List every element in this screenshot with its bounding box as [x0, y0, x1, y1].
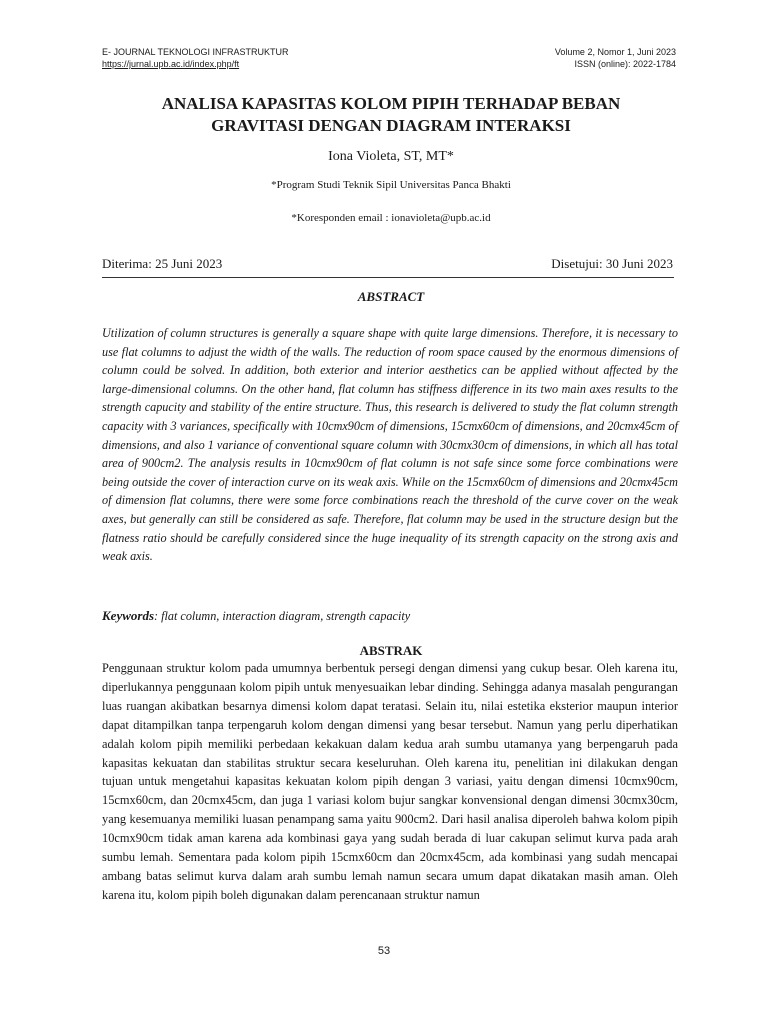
journal-issn: ISSN (online): 2022-1784	[574, 59, 676, 69]
abstract-text: Utilization of column structures is generally a square shape with quite large dimensions. Therefore, it is necessary to use flat columns to adjust the width of the walls. The reduction of room space caused by the enormous dimensions of column could be solved. In addition, both exterior and interior aesthetics can be applied without affected by the large-dimensional columns. On the other hand, flat column has stiffness difference in its two main axes results to the strength capucity and stability of the entire structure. Thus, this research is delivered to study the flat column strength capacity with 3 variances, specifically with 10cmx90cm of dimensions, 15cmx60cm of dimensions, and 20cmx45cm of dimensions, and also 1 variance of conventional square column with 30cmx30cm of dimensions, in which all has total area of 900cm2. The analysis results in 10cmx90cm of flat column is not safe since some force combinations were being outside the cover of interaction curve on its weak axis. While on the 15cmx60cm of dimensions and 20cmx45cm of dimension flat columns, there were some force combinations reach the threshold of the curve cover on the weak axes, but generally can still be considered as safe. Therefore, flat column may be used in the structure design but the flatness ratio should be carefully considered since the huge inequality of its strength capacity on the strong axis and weak axis.	[102, 326, 678, 564]
author-affiliation: *Program Studi Teknik Sipil Universitas Panca Bhakti	[271, 179, 511, 191]
journal-header-right	[555, 46, 676, 70]
abstrak-text: Penggunaan struktur kolom pada umumnya berbentuk persegi dengan dimensi yang cukup besar. Oleh karena itu, diperlukannya penggunaan kolom pipih untuk menyesuaikan lebar dinding. Sehingga adanya masalah pengurangan luas ruangan akibatkan besarnya dimensi kolom dapat teratasi. Selain itu, nilai estetika eksterior maupun interior dapat ditampilkan tanpa terpengaruh kolom dengan dimensi yang besar tersebut. Namun yang perlu diperhatikan adalah kolom pipih memiliki perbedaan kekakuan dalam kedua arah sumbu utamanya yang berpengaruh pada kapasitas kekuatan dan stabilitas struktur secara keseluruhan. Oleh karena itu, penelitian ini dilakukan dengan tujuan untuk mengetahui kapasitas kekuatan kolom pipih dengan 3 variasi, yaitu dengan dimensi 10cmx90cm, 15cmx60cm, dan 20cmx45cm, dan juga 1 variasi kolom bujur sangkar konvensional dengan dimensi 30cmx30cm, yang kesemuanya memiliki luasan penampang sama yaitu 900cm2. Dari hasil analisa diperoleh bahwa kolom pipih 10cmx90cm tidak aman karena ada kombinasi gaya yang sudah berada di luar cakupan selimut kurva pada arah sumbu lemah. Sementara pada kolom pipih 15cmx60cm dan 20cmx45cm, ada kombinasi yang sudah mencapai ambang batas selimut kurva dalam arah sumbu lemah namun secara umum dapat dikatakan masih aman. Oleh karena itu, kolom pipih boleh digunakan dalam perencanaan struktur namun	[102, 661, 678, 902]
journal-url-link[interactable]: https://jurnal.upb.ac.id/index.php/ft	[102, 59, 240, 69]
keywords-line	[102, 607, 678, 625]
abstrak-heading: ABSTRAK	[359, 643, 423, 658]
page-number: 53	[377, 945, 391, 957]
paper-title-line-1: ANALISA KAPASITAS KOLOM PIPIH TERHADAP BEBAN	[161, 94, 621, 113]
abstract-heading: ABSTRACT	[357, 289, 425, 304]
paper-author: Iona Violeta, ST, MT*	[328, 149, 454, 164]
accepted-date: Disetujui: 30 Juni 2023	[551, 256, 673, 271]
keywords-list: : flat column, interaction diagram, strength capacity	[154, 609, 411, 623]
received-date: Diterima: 25 Juni 2023	[102, 256, 223, 271]
journal-volume: Volume 2, Nomor 1, Juni 2023	[554, 47, 676, 57]
journal-name: E- JOURNAL TEKNOLOGI INFRASTRUKTUR	[102, 47, 289, 57]
journal-header-left	[102, 46, 289, 70]
paper-title-line-2: GRAVITASI DENGAN DIAGRAM INTERAKSI	[211, 116, 571, 135]
keywords-label: Keywords	[102, 608, 154, 623]
corresponding-email: *Koresponden email : ionavioleta@upb.ac.id	[291, 212, 491, 224]
paper-title	[96, 93, 686, 137]
header-divider	[102, 277, 674, 278]
